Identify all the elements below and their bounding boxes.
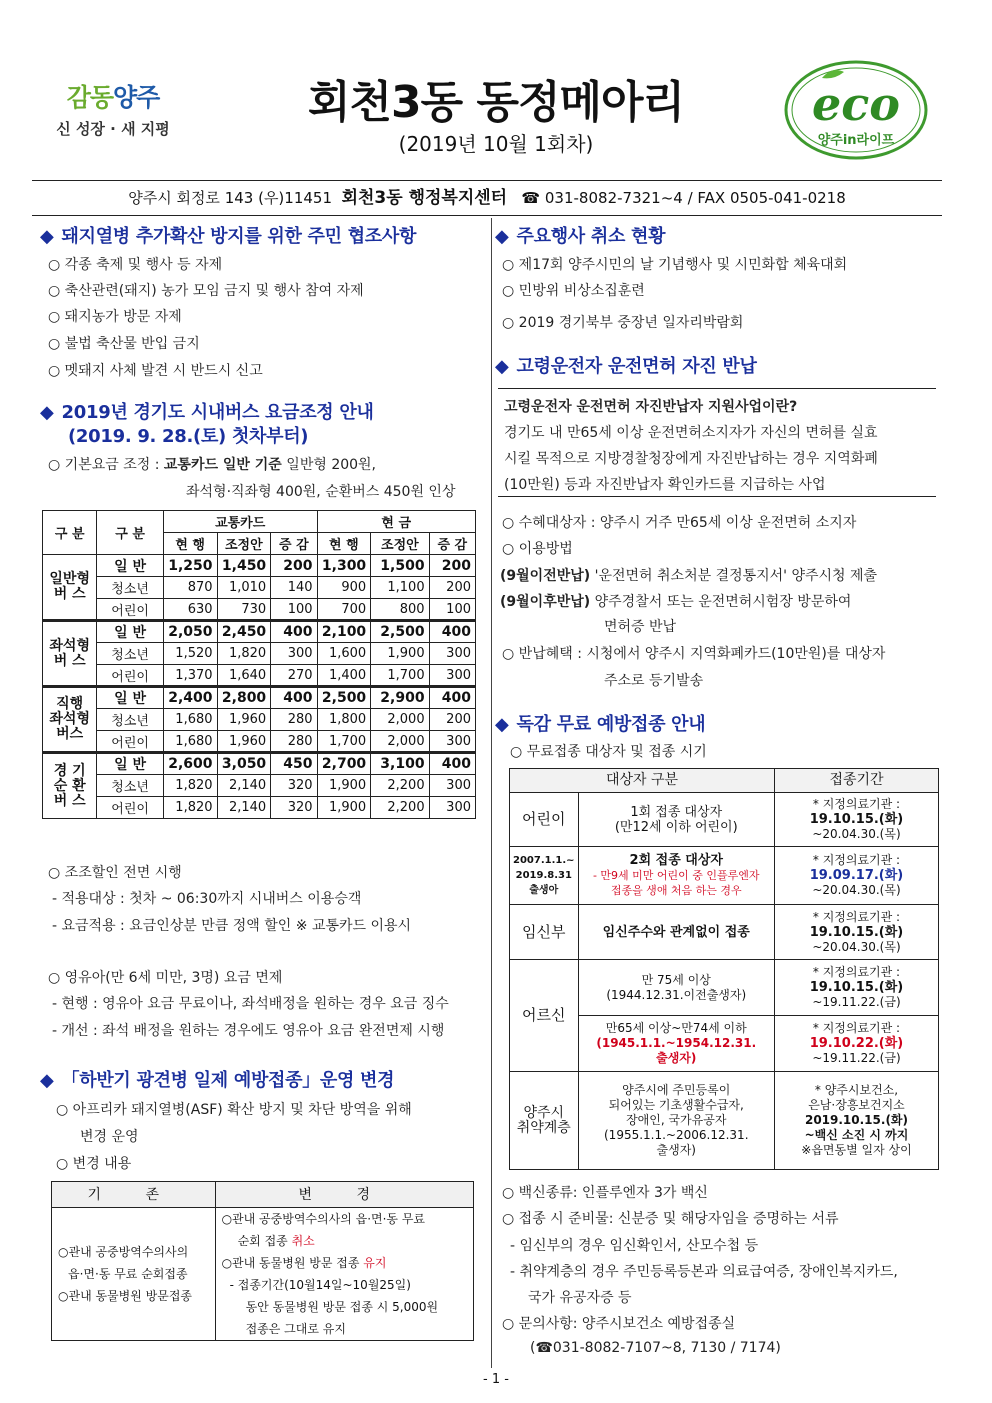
license-box-title: 고령운전자 운전면허 자진반납자 지원사업이란?	[504, 399, 798, 415]
fare-cell: 1,500	[371, 555, 429, 577]
early-target: - 적용대상 : 첫차 ~ 06:30까지 시내버스 이용승객	[52, 891, 362, 907]
th-card: 교통카드	[163, 511, 317, 533]
cat-pregnant: 임신부	[510, 905, 579, 960]
fare-type: 어린이	[97, 797, 163, 819]
flu-subtitle: ○ 무료접종 대상자 및 접종 시기	[510, 744, 707, 760]
fare-cell: 2,400	[163, 687, 217, 709]
r6p1: * 양주시보건소,	[814, 1083, 899, 1097]
th-adj: 조정안	[217, 533, 271, 555]
r4p3: ~19.11.22.(금)	[812, 995, 901, 1009]
cat-vulnerable: 양주시 취약계층	[510, 1072, 579, 1170]
table-row	[43, 555, 476, 577]
new-line1: ○관내 공중방역수의사의 읍·면·동 무료	[221, 1212, 426, 1226]
th-cur2: 현 행	[317, 533, 371, 555]
section-title-events: ◆ 주요행사 취소 현황	[495, 226, 666, 247]
list-item: ○ 멧돼지 사체 발견 시 반드시 신고	[48, 363, 263, 379]
fare-cell: 1,400	[317, 665, 371, 687]
license-benefit: ○ 반납혜택 : 시청에서 양주시 지역화폐카드(10만원)를 대상자	[502, 646, 886, 662]
r2p3: ~20.04.30.(목)	[812, 883, 901, 897]
new-cancel: 취소	[291, 1234, 315, 1248]
th-adj2: 조정안	[371, 533, 429, 555]
table-row	[43, 687, 476, 709]
section-title-asf: ◆ 돼지열병 추가확산 방지를 위한 주민 협조사항	[40, 226, 417, 247]
bus-category: 직행 좌석형 버스	[43, 687, 97, 753]
r6a: 양주시에 주민등록이	[622, 1083, 731, 1097]
page-number: - 1 -	[483, 1372, 509, 1387]
section-title-license: ◆ 고령운전자 운전면허 자진 반납	[495, 356, 757, 377]
license-benefit2: 주소로 등기발송	[604, 673, 704, 689]
r2p2: 19.09.17.(화)	[809, 868, 904, 883]
fare-cell: 300	[271, 643, 317, 665]
r4a: 만 75세 이상	[641, 972, 711, 987]
fare-cell: 2,600	[163, 753, 217, 775]
flu-contact-phone: (☎031-8082-7107~8, 7130 / 7174)	[530, 1340, 781, 1356]
old-line2: 읍·면·동 무료 순회접종	[68, 1267, 188, 1281]
center-name: 회천3동 행정복지센터	[341, 188, 508, 208]
r6c: 장애인, 국가유공자	[626, 1113, 727, 1127]
bus-fare-table	[42, 510, 476, 819]
th-target: 대상자 구분	[510, 769, 775, 793]
r1p2: 19.10.15.(화)	[809, 812, 904, 827]
fare-cell: 630	[163, 599, 217, 621]
r6p4: ~백신 소진 시 까지	[804, 1128, 909, 1142]
r5p1: * 지정의료기관 :	[812, 1021, 901, 1035]
r1b: (만12세 이하 어린이)	[614, 819, 738, 835]
fare-cell: 2,500	[371, 621, 429, 643]
fare-cell: 200	[429, 577, 475, 599]
r6p5: ※읍면동별 일자 상이	[801, 1143, 912, 1157]
license-method: ○ 이용방법	[502, 541, 573, 557]
flu-prep-pregnant: - 임신부의 경우 임신확인서, 산모수첩 등	[510, 1238, 759, 1254]
rabies-change-table	[51, 1181, 474, 1341]
early-fare: - 요금적용 : 요금인상분 만큼 정액 할인 ※ 교통카드 이용시	[52, 918, 412, 934]
fare-cell: 200	[429, 555, 475, 577]
fare-cell: 1,370	[163, 665, 217, 687]
fare-cell: 1,820	[217, 643, 271, 665]
fare-cell: 2,200	[371, 775, 429, 797]
fare-cell: 1,960	[217, 731, 271, 753]
fare-cell: 400	[271, 687, 317, 709]
r6p2: 은남·장흥보건지소	[808, 1098, 905, 1112]
fare-cell: 1,640	[217, 665, 271, 687]
fare-cell: 2,140	[217, 797, 271, 819]
page-title: 회천3동 동정메아리	[308, 77, 684, 128]
r5p2: 19.10.22.(화)	[809, 1036, 904, 1051]
table-row	[43, 731, 476, 753]
logo-text-a: 감동	[66, 83, 113, 112]
license-info-box	[498, 388, 936, 497]
fare-cell: 1,900	[317, 797, 371, 819]
fare-cell: 400	[271, 621, 317, 643]
th-old: 기 존	[52, 1182, 216, 1208]
fare-cell: 1,960	[217, 709, 271, 731]
flu-vaccine-table	[509, 768, 939, 1170]
fare-cell: 1,520	[163, 643, 217, 665]
th-diff2: 증 감	[429, 533, 475, 555]
r2b: - 만9세 미만 어린이 중 인플루엔자	[592, 869, 760, 882]
fare-cell: 2,900	[371, 687, 429, 709]
event-item: ○ 제17회 양주시민의 날 기념행사 및 시민화합 체육대회	[502, 257, 848, 273]
fare-cell: 1,250	[163, 555, 217, 577]
table-row	[43, 797, 476, 819]
column-divider	[491, 218, 492, 1368]
r3p2: 19.10.15.(화)	[809, 924, 904, 940]
fare-cell: 730	[217, 599, 271, 621]
r2p1: * 지정의료기관 :	[812, 853, 901, 867]
r3a: 임신주수와 관계없이 접종	[578, 905, 774, 960]
fare-type: 일 반	[97, 555, 163, 577]
fare-cell: 2,050	[163, 621, 217, 643]
new-line5: 동안 동물병원 방문 접종 시 5,000원	[245, 1300, 439, 1314]
section-title-rabies: ◆ 「하반기 광견병 일제 예방접종」운영 변경	[40, 1070, 395, 1091]
new-line2a: 순회 접종	[237, 1234, 292, 1248]
fare-cell: 870	[163, 577, 217, 599]
fare-cell: 1,680	[163, 731, 217, 753]
fare-cell: 2,200	[371, 797, 429, 819]
event-item: ○ 민방위 비상소집훈련	[502, 283, 645, 299]
r5p3: ~19.11.22.(금)	[812, 1051, 901, 1065]
fare-cell: 2,500	[317, 687, 371, 709]
fare-cell: 2,800	[217, 687, 271, 709]
r1p3: ~20.04.30.(목)	[812, 827, 901, 841]
bus-basic-line1: ○ 기본요금 조정 : 교통카드 일반 기준 일반형 200원,	[48, 457, 377, 473]
section-title-bus: ◆ 2019년 경기도 시내버스 요금조정 안내	[40, 402, 374, 423]
r6p3: 2019.10.15.(화)	[804, 1113, 909, 1127]
bus-basic-line2: 좌석형·직좌형 400원, 순환버스 450원 인상	[186, 484, 456, 500]
r6d: (1955.1.1.~2006.12.31.	[604, 1128, 749, 1142]
early-discount: ○ 조조할인 전면 시행	[48, 865, 182, 881]
new-line3a: ○관내 동물병원 방문 접종	[221, 1256, 364, 1270]
table-row	[43, 753, 476, 775]
logo-text-b: 양주	[113, 83, 160, 112]
flu-prep: ○ 접종 시 준비물: 신분증 및 해당자임을 증명하는 서류	[502, 1211, 839, 1227]
fare-cell: 320	[271, 797, 317, 819]
fare-cell: 1,680	[163, 709, 217, 731]
rabies-line1b: 변경 운영	[80, 1129, 139, 1145]
fare-cell: 400	[429, 687, 475, 709]
fare-cell: 1,820	[163, 797, 217, 819]
license-after-sep: (9월이후반납) 양주경찰서 또는 운전면허시험장 방문하여	[500, 594, 852, 610]
old-line3: ○관내 동물병원 방문접종	[58, 1289, 193, 1303]
fare-cell: 1,900	[317, 775, 371, 797]
bus-category: 좌석형 버 스	[43, 621, 97, 687]
fare-type: 청소년	[97, 643, 163, 665]
logo-slogan: 신 성장 · 새 지평	[56, 120, 170, 138]
fare-cell: 100	[429, 599, 475, 621]
flu-prep-vulnerable: - 취약계층의 경우 주민등록등본과 의료급여증, 장애인복지카드,	[510, 1264, 898, 1280]
fare-cell: 270	[271, 665, 317, 687]
license-box-line1: 경기도 내 만65세 이상 운전면허소지자가 자신의 면허를 실효	[504, 425, 878, 441]
table-row	[43, 665, 476, 687]
fare-cell: 2,450	[217, 621, 271, 643]
fare-cell: 2,100	[317, 621, 371, 643]
list-item: ○ 불법 축산물 반입 금지	[48, 336, 200, 352]
fare-cell: 2,140	[217, 775, 271, 797]
section-subtitle-bus: (2019. 9. 28.(토) 첫차부터)	[68, 426, 309, 447]
fare-cell: 1,100	[371, 577, 429, 599]
new-line6: 접종은 그대로 유지	[245, 1322, 346, 1336]
table-row	[43, 775, 476, 797]
eco-logo	[782, 58, 930, 162]
license-box-line3: (10만원) 등과 자진반납자 확인카드를 지급하는 사업	[504, 477, 826, 493]
address-bar	[32, 180, 942, 216]
fare-cell: 140	[271, 577, 317, 599]
bus-category: 경 기 순 환 버 스	[43, 753, 97, 819]
address: 양주시 회정로 143 (우)11451	[128, 189, 333, 207]
bus-category: 일반형 버 스	[43, 555, 97, 621]
fare-type: 어린이	[97, 665, 163, 687]
phone-fax: 031-8082-7321~4 / FAX 0505-041-0218	[544, 189, 846, 207]
th-type: 구 분	[97, 511, 163, 555]
flu-contact: ○ 문의사항: 양주시보건소 예방접종실	[502, 1316, 736, 1332]
fare-cell: 1,010	[217, 577, 271, 599]
rabies-line1: ○ 아프리카 돼지열병(ASF) 확산 방지 및 차단 방역을 위해	[56, 1102, 412, 1118]
event-item: ○ 2019 경기북부 중장년 일자리박람회	[502, 315, 744, 331]
fare-type: 어린이	[97, 599, 163, 621]
fare-cell: 1,800	[317, 709, 371, 731]
fare-cell: 900	[317, 577, 371, 599]
fare-cell: 800	[371, 599, 429, 621]
fare-cell: 2,000	[371, 709, 429, 731]
r4p1: * 지정의료기관 :	[812, 965, 901, 979]
r2a: 2회 접종 대상자	[629, 853, 723, 868]
table-row	[43, 577, 476, 599]
fare-cell: 320	[271, 775, 317, 797]
fare-cell: 280	[271, 731, 317, 753]
fare-cell: 300	[429, 731, 475, 753]
fare-cell: 300	[429, 665, 475, 687]
rabies-line2: ○ 변경 내용	[56, 1156, 132, 1172]
infant-exempt: ○ 영유아(만 6세 미만, 3명) 요금 면제	[48, 970, 283, 986]
r3p1: * 지정의료기관 :	[812, 909, 901, 924]
fare-type: 일 반	[97, 687, 163, 709]
r4b: (1944.12.31.이전출생자)	[606, 987, 747, 1002]
th-new: 변 경	[215, 1182, 473, 1208]
eco-text: eco	[812, 77, 900, 131]
page-subtitle: (2019년 10월 1회차)	[398, 132, 594, 156]
fare-cell: 1,300	[317, 555, 371, 577]
th-period: 접종기간	[774, 769, 938, 793]
r1a: 1회 접종 대상자	[630, 804, 723, 820]
fare-cell: 1,450	[217, 555, 271, 577]
old-line1: ○관내 공중방역수의사의	[58, 1245, 189, 1259]
cat-elder: 어르신	[510, 960, 579, 1072]
fare-cell: 3,050	[217, 753, 271, 775]
cat-child: 어린이	[510, 793, 579, 847]
fare-cell: 1,600	[317, 643, 371, 665]
fare-cell: 200	[271, 555, 317, 577]
list-item: ○ 각종 축제 및 행사 등 자제	[48, 257, 223, 273]
infant-improve: - 개선 : 좌석 배정을 원하는 경우에도 영유아 요금 완전면제 시행	[52, 1023, 445, 1039]
fare-cell: 280	[271, 709, 317, 731]
table-row	[43, 621, 476, 643]
fare-cell: 1,700	[317, 731, 371, 753]
th-category: 구 분	[43, 511, 97, 555]
fare-cell: 300	[429, 797, 475, 819]
license-box-line2: 시킬 목적으로 지방경찰청장에게 자진반납하는 경우 지역화폐	[504, 451, 878, 467]
license-return: 면허증 반납	[604, 619, 677, 635]
new-keep: 유지	[363, 1256, 387, 1270]
th-cash: 현 금	[317, 511, 475, 533]
list-item: ○ 축산관련(돼지) 농가 모임 금지 및 행사 참여 자제	[48, 283, 364, 299]
fare-cell: 400	[429, 753, 475, 775]
eco-sub: 양주in라이프	[817, 133, 895, 148]
fare-cell: 300	[429, 643, 475, 665]
r5a: 만65세 이상~만74세 이하	[605, 1021, 747, 1035]
th-diff: 증 감	[271, 533, 317, 555]
fare-cell: 1,900	[371, 643, 429, 665]
r4p2: 19.10.15.(화)	[809, 980, 904, 995]
fare-cell: 200	[429, 709, 475, 731]
fare-type: 일 반	[97, 753, 163, 775]
table-row	[43, 709, 476, 731]
flu-prep-vulnerable2: 국가 유공자증 등	[528, 1290, 632, 1306]
r6e: 출생자)	[656, 1143, 696, 1157]
fare-cell: 3,100	[371, 753, 429, 775]
fare-cell: 100	[271, 599, 317, 621]
child-birth: 2007.1.1.~ 2019.8.31 출생아	[510, 847, 579, 905]
th-cur: 현 행	[163, 533, 217, 555]
r3p3: ~20.04.30.(목)	[812, 939, 901, 954]
fare-type: 청소년	[97, 577, 163, 599]
phone-icon: ☎	[521, 189, 541, 207]
section-title-flu: ◆ 독감 무료 예방접종 안내	[495, 714, 706, 735]
fare-cell: 1,820	[163, 775, 217, 797]
fare-cell: 300	[429, 775, 475, 797]
fare-cell: 2,700	[317, 753, 371, 775]
infant-current: - 현행 : 영유아 요금 무료이나, 좌석배정을 원하는 경우 요금 징수	[52, 996, 449, 1012]
r5c: 출생자)	[656, 1051, 697, 1065]
fare-cell: 450	[271, 753, 317, 775]
r2c: 접종을 생애 처음 하는 경우	[610, 884, 742, 897]
fare-cell: 700	[317, 599, 371, 621]
fare-cell: 2,000	[371, 731, 429, 753]
fare-type: 일 반	[97, 621, 163, 643]
new-line4: - 접종기간(10월14일~10월25일)	[229, 1278, 411, 1292]
table-row	[43, 599, 476, 621]
fare-type: 어린이	[97, 731, 163, 753]
license-target: ○ 수혜대상자 : 양주시 거주 만65세 이상 운전면허 소지자	[502, 515, 857, 531]
fare-type: 청소년	[97, 775, 163, 797]
fare-type: 청소년	[97, 709, 163, 731]
flu-vaccine-type: ○ 백신종류: 인플루엔자 3가 백신	[502, 1185, 708, 1201]
r5b: (1945.1.1.~1954.12.31.	[596, 1036, 757, 1050]
license-before-sep: (9월이전반납) '운전면허 취소처분 결정통지서' 양주시청 제출	[500, 568, 878, 584]
fare-cell: 1,700	[371, 665, 429, 687]
list-item: ○ 돼지농가 방문 자제	[48, 309, 182, 325]
r6b: 되어있는 기초생활수급자,	[608, 1098, 744, 1112]
table-row	[43, 643, 476, 665]
fare-cell: 400	[429, 621, 475, 643]
r1p1: * 지정의료기관 :	[812, 797, 901, 811]
